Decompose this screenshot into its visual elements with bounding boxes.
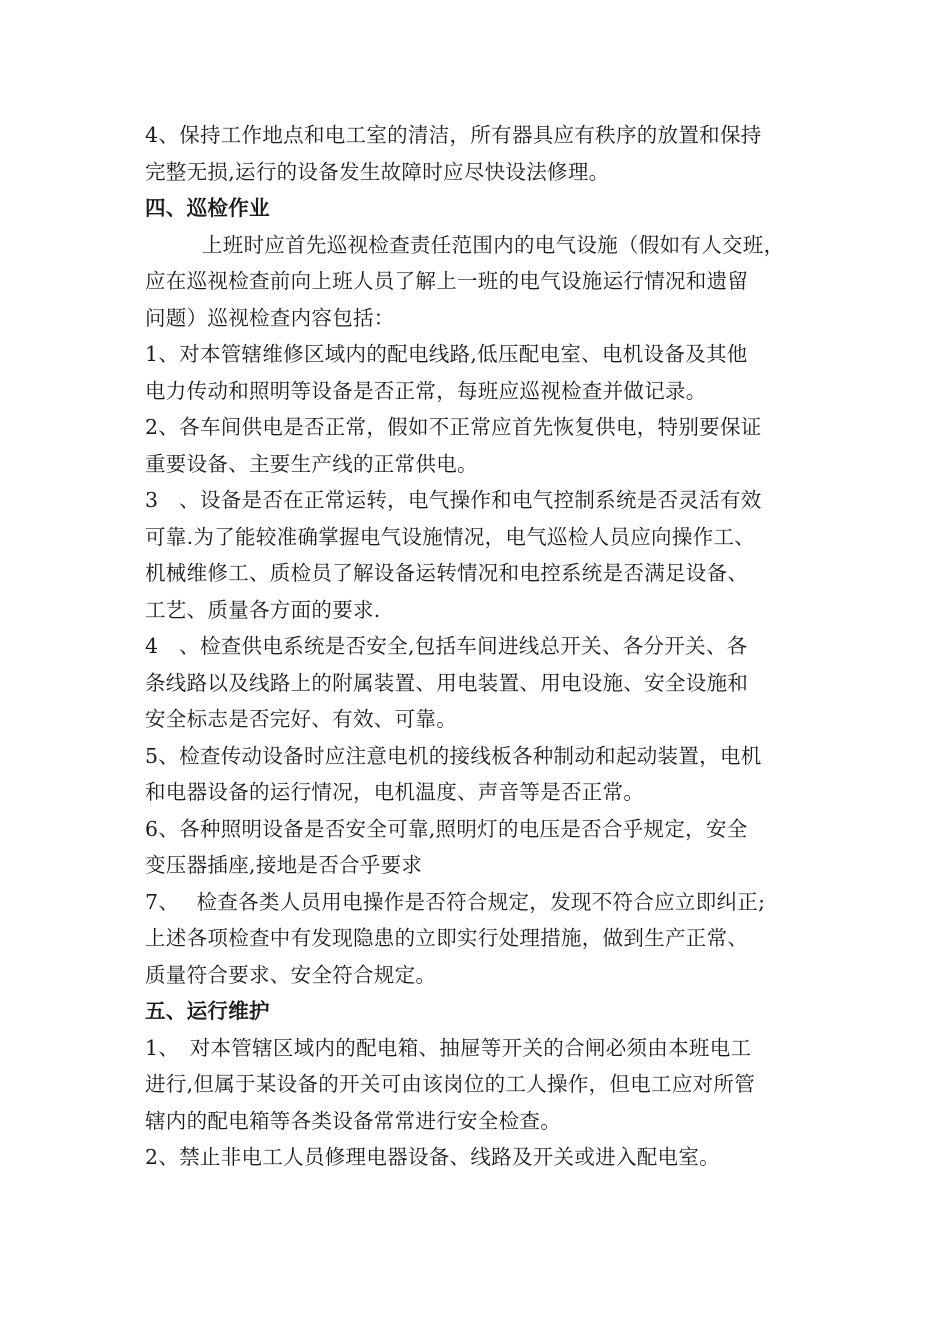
text-line-26: 1、 对本管辖区域内的配电箱、抽屉等开关的合闸必须由本班电工 bbox=[145, 1035, 752, 1060]
text-line-12: 可靠.为了能较准确掌握电气设施情况，电气巡检人员应向操作工、 bbox=[145, 524, 756, 549]
text-line-6: 问题）巡视检查内容包括： bbox=[145, 305, 395, 330]
text-line-21: 变压器插座,接地是否合乎要求 bbox=[145, 853, 423, 877]
text-line-14: 工艺、质量各方面的要求. bbox=[145, 597, 381, 622]
text-line-23: 上述各项检查中有发现隐患的立即实行处理措施，做到生产正常、 bbox=[145, 926, 749, 950]
text-line-22: 7、 检查各类人员用电操作是否符合规定，发现不符合应立即纠正; bbox=[145, 889, 766, 914]
text-line-13: 机械维修工、质检员了解设备运转情况和电控系统是否满足设备、 bbox=[145, 561, 749, 585]
document-page bbox=[145, 117, 825, 1176]
text-line-1: 4、保持工作地点和电工室的清洁，所有器具应有秩序的放置和保持 bbox=[145, 123, 762, 147]
text-line-19: 和电器设备的运行情况，电机温度、声音等是否正常。 bbox=[145, 780, 645, 804]
text-line-29: 2、禁止非电工人员修理电器设备、线路及开关或进入配电室。 bbox=[145, 1145, 720, 1169]
text-line-4: 上班时应首先巡视检查责任范围内的电气设施（假如有人交班， bbox=[202, 232, 785, 257]
text-line-15: 4 、检查供电系统是否安全,包括车间进线总开关、各分开关、各 bbox=[145, 634, 748, 658]
text-line-10: 重要设备、主要生产线的正常供电。 bbox=[145, 451, 478, 476]
text-line-11: 3 、设备是否在正常运转，电气操作和电气控制系统是否灵活有效 bbox=[145, 488, 762, 512]
text-line-28: 辖内的配电箱等各类设备常常进行安全检查。 bbox=[145, 1108, 561, 1133]
text-line-8: 电力传动和照明等设备是否正常，每班应巡视检查并做记录。 bbox=[145, 378, 707, 403]
section-heading-4: 四、巡检作业 bbox=[145, 196, 270, 220]
text-line-16: 条线路以及线路上的附属装置、用电装置、用电设施、安全设施和 bbox=[145, 670, 749, 695]
text-line-20: 6、各种照明设备是否安全可靠,照明灯的电压是否合乎规定，安全 bbox=[145, 816, 748, 841]
text-line-17: 安全标志是否完好、有效、可靠。 bbox=[145, 707, 457, 731]
text-line-7: 1、对本管辖维修区域内的配电线路,低压配电室、电机设备及其他 bbox=[145, 342, 748, 366]
text-line-24: 质量符合要求、安全符合规定。 bbox=[145, 962, 437, 987]
section-heading-5: 五、运行维护 bbox=[145, 999, 270, 1023]
text-line-27: 进行,但属于某设备的开关可由该岗位的工人操作，但电工应对所管 bbox=[145, 1072, 756, 1096]
text-line-2: 完整无损,运行的设备发生故障时应尽快设法修理。 bbox=[145, 159, 610, 184]
text-line-5: 应在巡视检查前向上班人员了解上一班的电气设施运行情况和遗留 bbox=[145, 269, 749, 293]
text-line-18: 5、检查传动设备时应注意电机的接线板各种制动和起动装置，电机 bbox=[145, 743, 762, 768]
text-line-9: 2、各车间供电是否正常，假如不正常应首先恢复供电，特别要保证 bbox=[145, 415, 762, 439]
